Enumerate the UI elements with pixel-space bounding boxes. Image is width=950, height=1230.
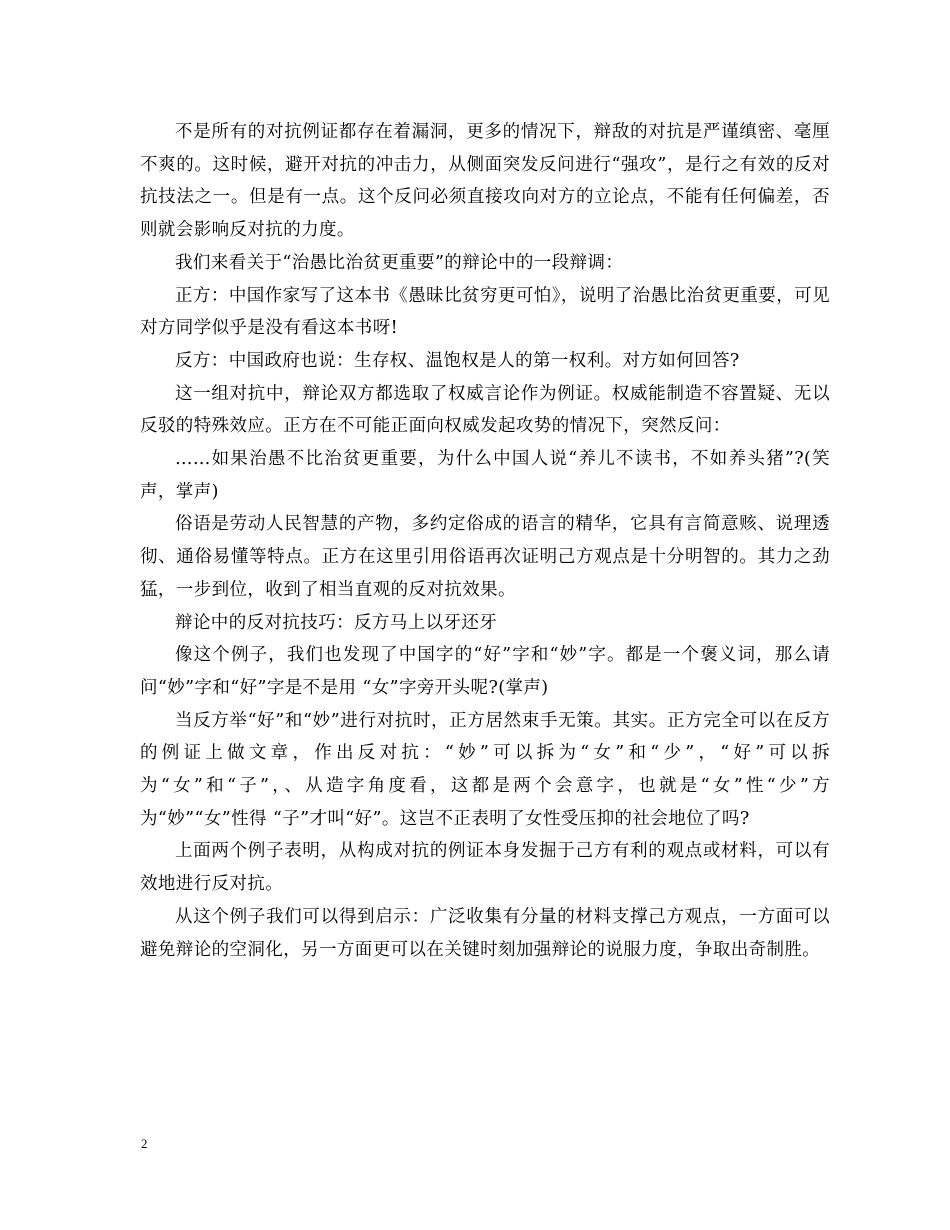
- paragraph: 正方：中国作家写了这本书《愚昧比贫穷更可怕》，说明了治愚比治贫更重要，可见对方同学似乎是没有看这本书呀!: [140, 285, 830, 339]
- paragraph: 反方：中国政府也说：生存权、温饱权是人的第一权利。对方如何回答?: [175, 350, 740, 371]
- paragraph: 像这个例子，我们也发现了中国字的“好”字和“妙”字。都是一个褒义词，那么请问“妙”字和“好”字是不是用 “女”字旁开头呢?(掌声): [140, 645, 830, 698]
- paragraph: 上面两个例子表明，从构成对抗的例证本身发掘于己方有利的观点或材料，可以有效地进行反对抗。: [140, 841, 830, 895]
- paragraph: 当反方举“好”和“妙”进行对抗时，正方居然束手无策。其实。正方完全可以在反方的例证上做文章，作出反对抗：“妙”可以拆为“女”和“少”，“好”可以拆为“女”和“子”，、从造字角度看，这都是两个会意字，也就是“女”性“少”方为“妙”“女”性得 “子”才叫“好”。这岂不正表明了女性受压抑的社会地位了吗?: [140, 710, 830, 829]
- body-text: [140, 116, 830, 966]
- paragraph: 不是所有的对抗例证都存在着漏洞，更多的情况下，辩敌的对抗是严谨缜密、毫厘不爽的。这时候，避开对抗的冲击力，从侧面突发反问进行“强攻”，是行之有效的反对抗技法之一。但是有一点。这个反问必须直接攻向对方的立论点，不能有任何偏差，否则就会影响反对抗的力度。: [140, 122, 830, 241]
- paragraph: 这一组对抗中，辩论双方都选取了权威言论作为例证。权威能制造不容置疑、无以反驳的特殊效应。正方在不可能正面向权威发起攻势的情况下，突然反问：: [140, 383, 830, 437]
- paragraph: 俗语是劳动人民智慧的产物，多约定俗成的语言的精华，它具有言简意赅、说理透彻、通俗易懂等特点。正方在这里引用俗语再次证明己方观点是十分明智的。其力之劲猛，一步到位，收到了相当直观的反对抗效果。: [140, 514, 830, 600]
- paragraph: ……如果治愚不比治贫更重要，为什么中国人说“养儿不读书，不如养头猪”?(笑声，掌声): [140, 449, 830, 502]
- page-number: 2: [141, 1136, 148, 1151]
- paragraph: 辩论中的反对抗技巧：反方马上以牙还牙: [175, 612, 498, 633]
- paragraph: 我们来看关于“治愚比治贫更重要”的辩论中的一段辩调：: [175, 252, 624, 273]
- paragraph: 从这个例子我们可以得到启示：广泛收集有分量的材料支撑己方观点，一方面可以避免辩论的空洞化，另一方面更可以在关键时刻加强辩论的说服力度，争取出奇制胜。: [140, 906, 830, 960]
